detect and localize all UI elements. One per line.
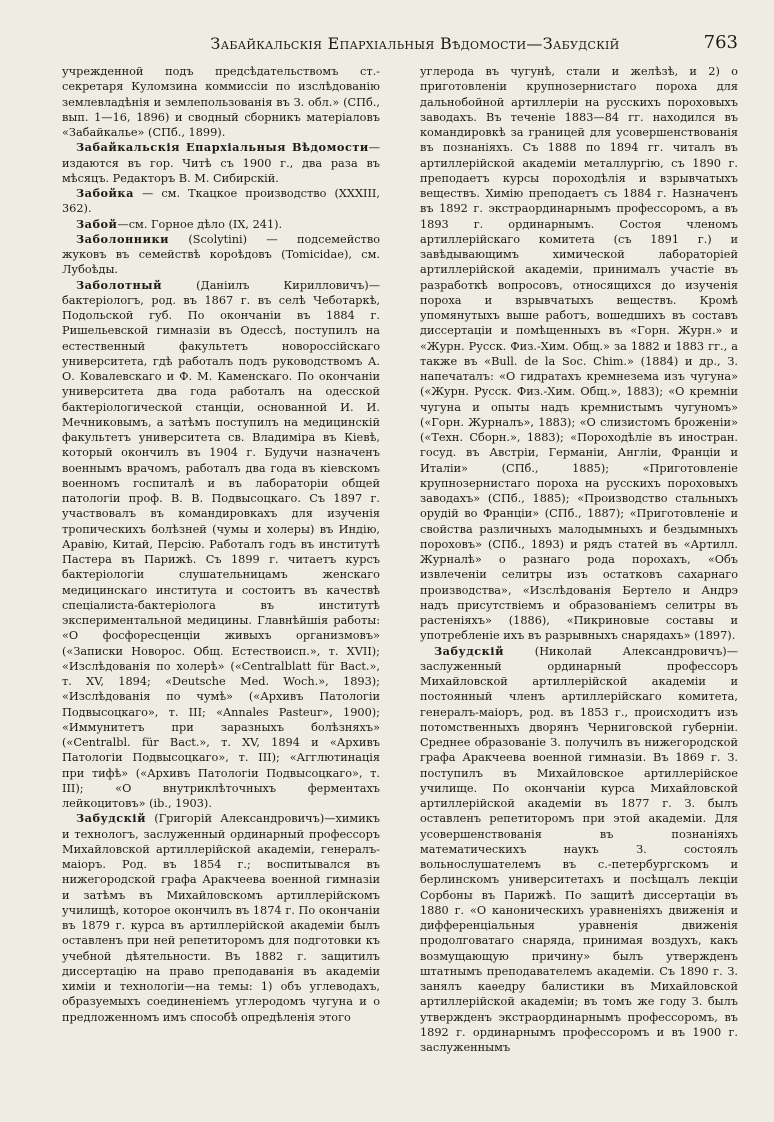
entry-zaboi xyxy=(62,217,380,232)
entry-text: (Scolytini) — подсемейство жуковъ въ семействѣ короѣдовъ (Tomicidae), см. Лубоѣды. xyxy=(62,232,380,277)
entry-headword: Забудскій xyxy=(76,811,146,826)
entry-text: — см. Ткацкое производство (XXXIII, 362). xyxy=(62,187,380,216)
entry-text: —см. Горное дѣло (IX, 241). xyxy=(117,217,283,231)
entry-headword: Заболотный xyxy=(76,277,163,292)
entry-headword: Забой xyxy=(76,216,118,231)
entry-zabolonniki xyxy=(62,232,380,278)
right-column xyxy=(420,64,738,1109)
entry-headword: Забайкальскія Епархіальныя Вѣдомости xyxy=(76,140,369,155)
entry-text: (Даніилъ Кирилловичъ)—бактеріологъ, род. въ 1867 г. въ селѣ Чеботаркѣ, Подольской губ. По окончаніи въ 1884 г. Ришельевской гимназіи въ Одессѣ, поступилъ на естественный факультетъ новороссійскаго университета, гдѣ работалъ подъ руководствомъ А. О. Ковалевскаго и Ф. М. Каменскаго. По окончаніи университета два года работалъ на одесской бактеріологической станціи, основанной И. И. Мечниковымъ, а затѣмъ поступилъ на медицинскій факультетъ университета св. Владиміра въ Кіевѣ, который окончилъ въ 1904 г. Будучи назначенъ военнымъ врачомъ, работалъ два года въ кіевскомъ военномъ госпиталѣ и въ лабораторіи общей патологіи проф. В. В. Подвысоцкаго. Съ 1897 г. участвовалъ въ командировкахъ для изученія тропическихъ болѣзней (чумы и холеры) въ Индію, Аравію, Китай, Персію. Работалъ годъ въ институтѣ Пастера въ Парижѣ. Съ 1899 г. читаетъ курсъ бактеріологіи слушательницамъ женскаго медицинскаго института и состоитъ въ качествѣ спеціалиста-бактеріолога въ институтѣ экспериментальной медицины. Главнѣйшія работы: «О фосфоресценціи живыхъ организмовъ» («Записки Новорос. Общ. Естествоисп.», т. XVII); «Изслѣдованія по холерѣ» («Centralblatt für Bact.», т. XV, 1894; «Deutsche Med. Woch.», 1893); «Изслѣдованія по чумѣ» («Архивъ Патологіи Подвысоцкаго», т. III; «Annales Pasteur», 1900); «Иммунитетъ при заразныхъ болѣзняхъ» («Centralbl. für Bact.», т. XV, 1894 и «Архивъ Патологіи Подвысоцкаго», т. III); «Агглютинація при тифѣ» («Архивъ Патологіи Подвысоцкаго», т. III); «О внутриклѣточныхъ ферментахъ лейкоцитовъ» (ib., 1903). xyxy=(62,278,380,810)
entry-text: (Николай Александровичъ)—заслуженный ординарный профессоръ Михайловской артиллерійской академіи и постоянный членъ артиллерійскаго комитета, генералъ-маіоръ, род. въ 1853 г., происходитъ изъ потомственныхъ дворянъ Черниговской губерніи. Среднее образованіе З. получилъ въ нижегородской графа Аракчеева военной гимназіи. Въ 1869 г. З. поступилъ въ Михайловское артиллерійское училище. По окончаніи курса Михайловской артиллерійской академіи въ 1877 г. З. былъ оставленъ репетиторомъ при этой академіи. Для усовершенствованія въ познаніяхъ математическихъ наукъ З. состоялъ вольнослушателемъ въ с.-петербургскомъ и берлинскомъ университетахъ и посѣщалъ лекціи Сорбоны въ Парижѣ. По защитѣ диссертаціи въ 1880 г. «О каноническихъ уравненіяхъ движенія и дифференціальныя уравненія движенія продолговатаго снаряда, принимая воздухъ, какъ возмущающую причину» былъ утвержденъ штатнымъ преподавателемъ академіи. Съ 1890 г. З. занялъ каѳедру балистики въ Михайловской артиллерійской академіи; въ томъ же году З. былъ утвержденъ экстраординарнымъ профессоромъ, въ 1892 г. ординарнымъ профессоромъ и въ 1900 г. заслуженнымъ xyxy=(420,644,738,1054)
entry-text: (Григорій Александровичъ)—химикъ и технологъ, заслуженный ординарный профессоръ Михайловской артиллерійской академіи, генералъ-маіоръ. Род. въ 1854 г.; воспитывался въ нижегородской графа Аракчеева военной гимназіи и затѣмъ въ Михайловскомъ артиллерійскомъ училищѣ, которое окончилъ въ 1874 г. По окончаніи въ 1879 г. курса въ артиллерійской академіи былъ оставленъ при ней репетиторомъ для подготовки къ учебной дѣятельности. Въ 1882 г. защитилъ диссертацію на право преподаванія въ академіи химіи и технологіи—на темы: 1) объ углеводахъ, образуемыхъ соединеніемъ углеродомъ чугуна и о предложенномъ имъ способѣ опредѣленія этого xyxy=(62,812,380,1024)
entry-headword: Заболонники xyxy=(76,231,169,246)
entry-zab-vedomosti xyxy=(62,140,380,186)
entry-headword: Забойка xyxy=(76,186,134,200)
entry-headword: Забудскій xyxy=(434,643,504,658)
entry-zabolotny xyxy=(62,278,380,812)
running-head: Забайкальскія Епархіальныя Вѣдомости—Забудскій xyxy=(210,34,620,53)
entry-zabudsky-nikolai xyxy=(420,644,738,1056)
paragraph-continued: учрежденной подъ предсѣдательствомъ ст.-секретаря Куломзина коммиссіи по изслѣдованію землевладѣнія и землепользованія въ З. обл.» (СПб., вып. 1—16, 1896) и сводный сборникъ матеріаловъ «Забайкалье» (СПб., 1899). xyxy=(62,65,380,139)
text-columns xyxy=(62,64,738,1109)
left-column xyxy=(62,64,380,1109)
page-number: 763 xyxy=(703,32,738,53)
entry-zabudsky-grigory xyxy=(62,811,380,1025)
paragraph-continued: углерода въ чугунѣ, стали и желѣзѣ, и 2) о приготовленіи крупнозернистаго пороха для дальнобойной артиллеріи на русскихъ пороховыхъ заводахъ. Въ теченіе 1883—84 гг. находился въ командировкѣ за границей для усовершенствованія въ познаніяхъ. Съ 1888 по 1894 гг. читалъ въ артиллерійской академіи металлургію, съ 1890 г. преподаетъ курсы пороходѣлія и взрывчатыхъ веществъ. Химію преподаетъ съ 1884 г. Назначенъ въ 1892 г. экстраординарнымъ профессоромъ, а въ 1893 г. ординарнымъ. Состоя членомъ артиллерійскаго комитета (съ 1891 г.) и завѣдывающимъ химической лабораторіей артиллерійской академіи, принималъ участіе въ разработкѣ вопросовъ, относящихся до изученія пороха и взрывчатыхъ веществъ. Кромѣ упомянутыхъ выше работъ, вошедшихъ въ составъ диссертаціи и помѣщенныхъ въ «Горн. Журн.» и «Журн. Русск. Физ.-Хим. Общ.» за 1882 и 1883 гг., а также въ «Bull. de la Soc. Chim.» (1884) и др., З. напечаталъ: «О гидратахъ кремнезема изъ чугуна» («Журн. Русск. Физ.-Хим. Общ.», 1883); «О кремніи чугуна и опыты надъ кремнистымъ чугуномъ» («Горн. Журналъ», 1883); «О слизистомъ броженіи» («Техн. Сборн.», 1883); «Пороходѣліе въ иностран. госуд. въ Австріи, Германіи, Англіи, Франціи и Италіи» (СПб., 1885); «Приготовленіе крупнозернистаго пороха на русскихъ пороховыхъ заводахъ» (СПб., 1885); «Производство стальныхъ орудій во Франціи» (СПб., 1887); «Приготовленіе и свойства различныхъ малодымныхъ и бездымныхъ пороховъ» (СПб., 1893) и рядъ статей въ «Артилл. Журналѣ» о разнаго рода порохахъ, «Объ извлеченіи селитры изъ остатковъ сахарнаго производства», «Изслѣдованія Бертело и Андрэ надъ присутствіемъ и образованіемъ селитры въ растеніяхъ» (1886), «Пикриновые составы и употребленіе ихъ въ разрывныхъ снарядахъ» (1897). xyxy=(420,65,738,643)
entry-text: —издаются въ гор. Читѣ съ 1900 г., два раза въ мѣсяцъ. Редакторъ В. М. Сибирскій. xyxy=(62,141,380,185)
entry-zaboika xyxy=(62,186,380,217)
